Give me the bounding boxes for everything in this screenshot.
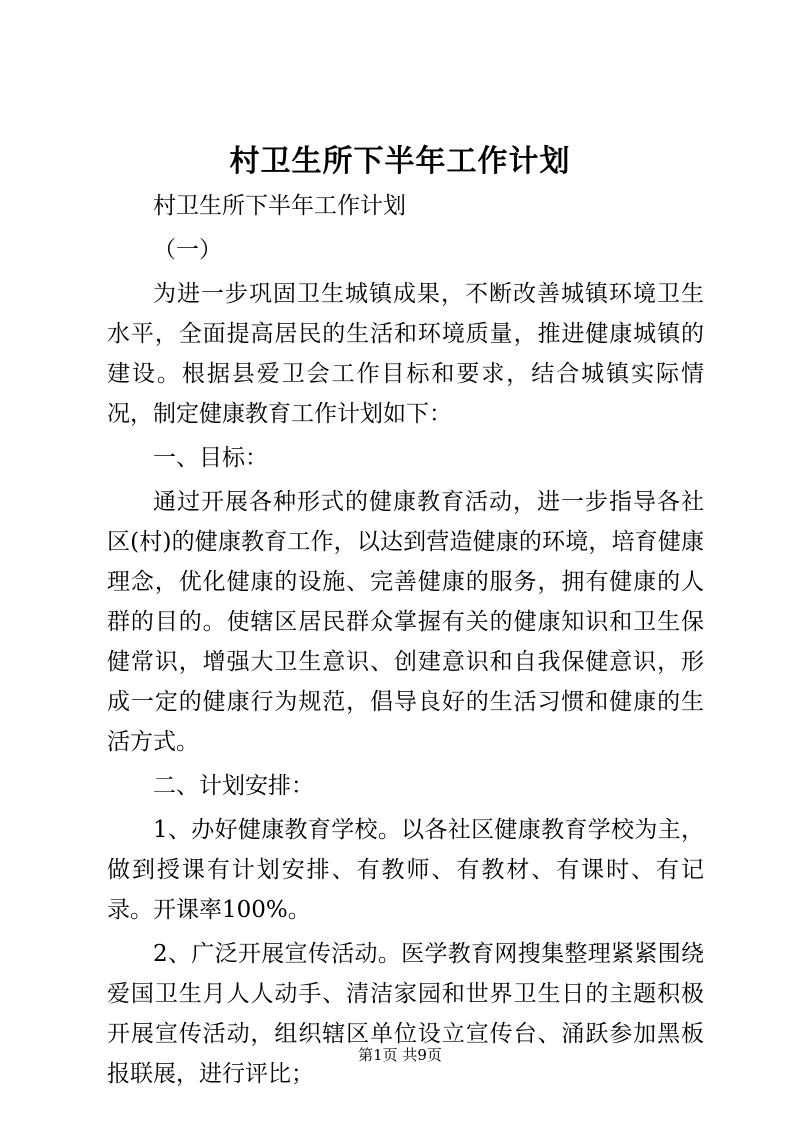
paragraph-intro: 为进一步巩固卫生城镇成果，不断改善城镇环境卫生水平，全面提高居民的生活和环境质量，推进健康城镇的建设。根据县爱卫会工作目标和要求，结合城镇实际情况，制定健康教育工作计划如下： (107, 281, 704, 427)
paragraph-subtitle: 村卫生所下半年工作计划 (153, 193, 406, 219)
document-title: 村卫生所下半年工作计划 (229, 144, 571, 179)
paragraph-section-marker: （一） (153, 237, 222, 263)
heading-plan: 二、计划安排： (153, 773, 314, 799)
paragraph-plan-item-1: 1、办好健康教育学校。以各社区健康教育学校为主，做到授课有计划安排、有教师、有教材、有课时、有记录。开课率100%。 (107, 817, 704, 923)
document-body (107, 186, 704, 1098)
heading-goals: 一、目标： (153, 445, 268, 471)
page-footer: 第1页 共9页 (358, 1046, 442, 1064)
paragraph-plan-item-2: 2、广泛开展宣传活动。医学教育网搜集整理紧紧围绕爱国卫生月人人动手、清洁家园和世界卫生日的主题积极开展宣传活动，组织辖区单位设立宣传台、涌跃参加黑板报联展，进行评比； (107, 941, 704, 1087)
paragraph-goals: 通过开展各种形式的健康教育活动，进一步指导各社区(村)的健康教育工作，以达到营造健康的环境，培育健康理念，优化健康的设施、完善健康的服务，拥有健康的人群的目的。使辖区居民群众掌握有关的健康知识和卫生保健常识，增强大卫生意识、创建意识和自我保健意识，形成一定的健康行为规范，倡导良好的生活习惯和健康的生活方式。 (107, 489, 704, 755)
